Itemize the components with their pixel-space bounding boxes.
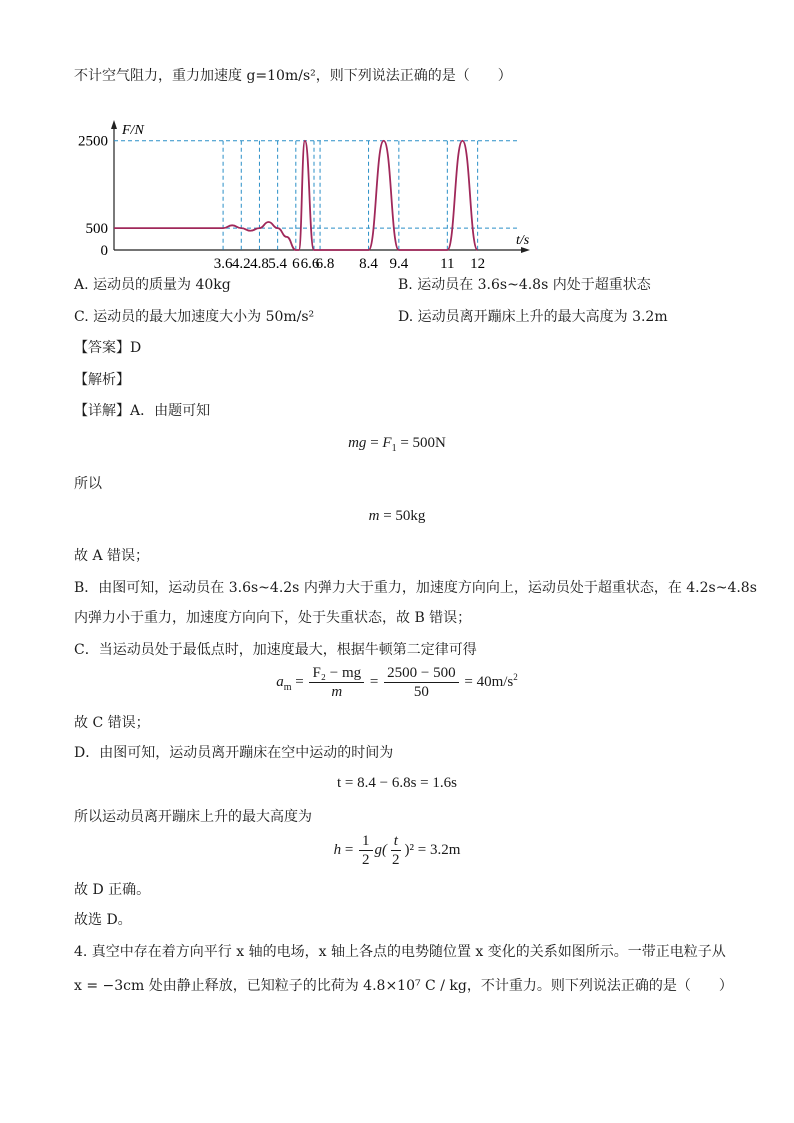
- x-tick-label: 3.6: [213, 256, 233, 270]
- text-c: C．当运动员处于最低点时，加速度最大，根据牛顿第二定律可得: [74, 642, 477, 658]
- x-tick-label: 11: [440, 256, 455, 270]
- text-b-1: B．由图可知，运动员在 3.6s~4.2s 内弹力大于重力，加速度方向向上，运动员处于超重状态，在 4.2s~4.8s: [74, 580, 757, 596]
- equation-3: $a_m$ = $\frac{\text{F₂ − mg}}{m}$ = $\frac{2500 - 500}{50}$ = $40m/s^2$: [276, 665, 518, 700]
- y-tick-label: 0: [100, 243, 108, 259]
- x-tick-label: 6.6: [300, 256, 320, 270]
- so-1: 所以: [74, 476, 102, 492]
- option-a: A. 运动员的质量为 40kg: [74, 277, 231, 293]
- x-tick-label: 8.4: [359, 256, 378, 270]
- option-d: D. 运动员离开蹦床上升的最大高度为 3.2m: [398, 309, 668, 325]
- conclusion-c: 故 C 错误；: [74, 715, 150, 731]
- x-tick-label: 5.4: [268, 256, 288, 270]
- option-b: B. 运动员在 3.6s~4.8s 内处于超重状态: [398, 277, 651, 293]
- question-4-line-2: x = −3cm 处由静止释放，已知粒子的比荷为 4.8×10⁷ C / kg，不计重力。则下列说法正确的是（ ）: [74, 978, 733, 994]
- y-axis-label: F/N: [122, 123, 144, 138]
- detail-a: 【详解】A．由题可知: [74, 403, 211, 419]
- x-tick-label: 9.4: [389, 256, 409, 270]
- option-c: C. 运动员的最大加速度大小为 50m/s²: [74, 309, 315, 325]
- question-4-line-1: 4. 真空中存在着方向平行 x 轴的电场，x 轴上各点的电势随位置 x 变化的关系如图所示。一带正电粒子从: [74, 944, 726, 960]
- equation-1: mg = $F_1 = 500N$: [348, 435, 446, 454]
- y-tick-label: 2500: [78, 133, 108, 150]
- text-b-2: 内弹力小于重力，加速度方向向下，处于失重状态，故 B 错误；: [74, 610, 472, 626]
- conclusion-d: 故 D 正确。: [74, 882, 151, 898]
- answer: 【答案】D: [74, 340, 142, 356]
- x-axis-label: t/s: [516, 233, 530, 248]
- equation-5: h = $\frac{1}{2}$ g( $\frac{t}{2}$ )² = 3.2m: [333, 833, 461, 868]
- analysis-title: 【解析】: [74, 372, 130, 388]
- x-tick-label: 4.8: [250, 256, 269, 270]
- choose-line: 故选 D。: [74, 912, 132, 928]
- x-tick-label: 6.8: [315, 256, 335, 270]
- y-tick-label: 500: [85, 221, 108, 238]
- question-stem-tail: 不计空气阻力，重力加速度 g=10m/s²，则下列说法正确的是（ ）: [74, 68, 512, 84]
- x-tick-label: 4.2: [231, 256, 251, 270]
- y-axis-arrow: [111, 120, 117, 129]
- equation-4: t = 8.4 − 6.8s = 1.6s: [337, 775, 457, 791]
- force-time-chart: [70, 118, 540, 270]
- text-d: D．由图可知，运动员离开蹦床在空中运动的时间为: [74, 745, 394, 761]
- so-2: 所以运动员离开蹦床上升的最大高度为: [74, 809, 312, 825]
- x-tick-label: 12: [470, 256, 486, 270]
- conclusion-a: 故 A 错误；: [74, 548, 150, 564]
- equation-2: m = 50kg: [368, 508, 426, 524]
- x-tick-label: 6: [292, 256, 300, 270]
